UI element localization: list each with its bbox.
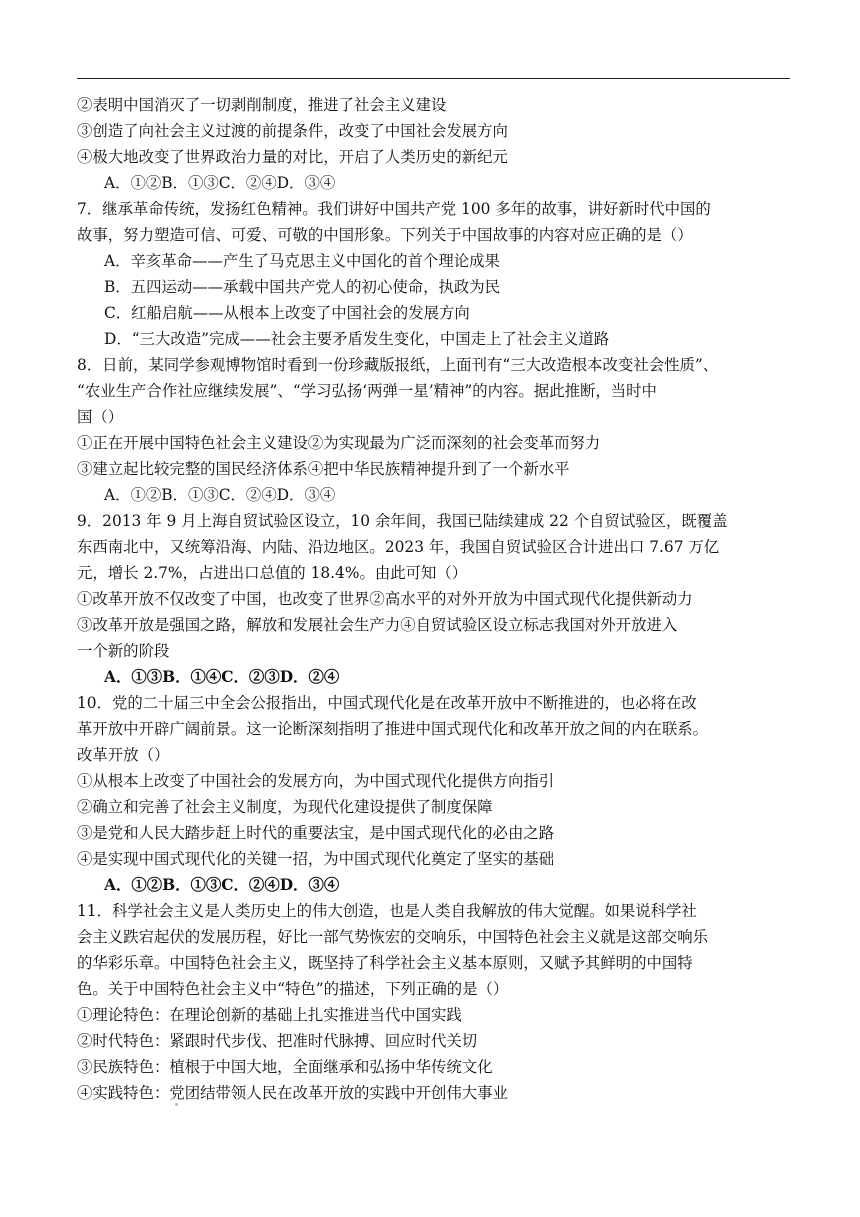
option-b: B．五四运动——承载中国共产党人的初心使命，执政为民 bbox=[104, 278, 501, 296]
text-line: ③创造了向社会主义过渡的前提条件，改变了中国社会发展方向 bbox=[77, 122, 508, 140]
text-line: ①从根本上改变了中国社会的发展方向，为中国式现代化提供方向指引 bbox=[77, 772, 555, 790]
text-line: ④极大地改变了世界政治力量的对比，开启了人类历史的新纪元 bbox=[77, 148, 508, 166]
text-line: 故事，努力塑造可信、可爱、可敬的中国形象。下列关于中国故事的内容对应正确的是（） bbox=[77, 226, 693, 244]
question-11: 11．科学社会主义是人类历史上的伟大创造，也是人类自我解放的伟大觉醒。如果说科学社 bbox=[77, 902, 697, 920]
text-line: ①正在开展中国特色社会主义建设②为实现最为广泛而深刻的社会变革而努力 bbox=[77, 434, 601, 452]
text-line: ④实践特色：党团结带领人民在改革开放的实践中开创伟大事业 bbox=[77, 1084, 508, 1102]
text-line: ④是实现中国式现代化的关键一招，为中国式现代化奠定了坚实的基础 bbox=[77, 850, 555, 868]
question-10: 10．党的二十届三中全会公报指出，中国式现代化是在改革开放中不断推进的，也必将在改 bbox=[77, 694, 697, 712]
answer-options: A．①②B．①③C．②④D．③④ bbox=[104, 486, 336, 504]
text-line: 革开放中开辟广阔前景。这一论断深刻指明了推进中国式现代化和改革开放之间的内在联系。 bbox=[77, 720, 709, 738]
text-line: 东西南北中，又统筹沿海、内陆、沿边地区。2023 年，我国自贸试验区合计进出口 7.67 万亿 bbox=[77, 538, 720, 556]
text-line: ③改革开放是强国之路，解放和发展社会生产力④自贸试验区设立标志我国对外开放进入 bbox=[77, 616, 678, 634]
text-line: ②确立和完善了社会主义制度，为现代化建设提供了制度保障 bbox=[77, 798, 493, 816]
text-line: 元，增长 2.7%，占进出口总值的 18.4%。由此可知（） bbox=[77, 564, 468, 582]
text-line: 的华彩乐章。中国特色社会主义，既坚持了科学社会主义基本原则，又赋予其鲜明的中国特 bbox=[77, 954, 693, 972]
text-line: 一个新的阶段 bbox=[77, 642, 170, 660]
text-line: ②时代特色：紧跟时代步伐、把准时代脉搏、回应时代关切 bbox=[77, 1032, 478, 1050]
text-line: 色。关于中国特色社会主义中“特色”的描述，下列正确的是（） bbox=[77, 980, 509, 998]
text-line: 国（） bbox=[77, 408, 124, 426]
text-line: 改革开放（） bbox=[77, 746, 170, 764]
question-8: 8．日前，某同学参观博物馆时看到一份珍藏版报纸，上面刊有“三大改造根本改变社会性质”、 bbox=[77, 356, 719, 374]
text-line: 会主义跌宕起伏的发展历程，好比一部气势恢宏的交响乐，中国特色社会主义就是这部交响乐 bbox=[77, 928, 709, 946]
text-line: ③是党和人民大踏步赶上时代的重要法宝，是中国式现代化的必由之路 bbox=[77, 824, 555, 842]
text-line: ③民族特色：植根于中国大地，全面继承和弘扬中华传统文化 bbox=[77, 1058, 493, 1076]
text-line: ②表明中国消灭了一切剥削制度，推进了社会主义建设 bbox=[77, 96, 447, 114]
option-d: D．“三大改造”完成——社会主要矛盾发生变化，中国走上了社会主义道路 bbox=[104, 330, 610, 348]
question-9: 9．2013 年 9 月上海自贸试验区设立，10 余年间，我国已陆续建成 22 个自贸试验区，既覆盖 bbox=[77, 512, 728, 530]
option-c: C．红船启航——从根本上改变了中国社会的发展方向 bbox=[104, 304, 470, 322]
question-7: 7．继承革命传统，发扬红色精神。我们讲好中国共产党 100 多年的故事，讲好新时代中国的 bbox=[77, 200, 711, 218]
scan-speck bbox=[175, 1103, 178, 1106]
text-line: ①理论特色：在理论创新的基础上扎实推进当代中国实践 bbox=[77, 1006, 462, 1024]
question-text-body bbox=[77, 92, 790, 1106]
header-rule bbox=[77, 78, 790, 79]
text-line: ①改革开放不仅改变了中国，也改变了世界②高水平的对外开放为中国式现代化提供新动力 bbox=[77, 590, 693, 608]
text-line: ③建立起比较完整的国民经济体系④把中华民族精神提升到了一个新水平 bbox=[77, 460, 570, 478]
answer-options: A．①②B．①③C．②④D．③④ bbox=[104, 174, 336, 192]
option-a: A．辛亥革命——产生了马克思主义中国化的首个理论成果 bbox=[104, 252, 500, 270]
answer-options: A．①③B．①④C．②③D．②④ bbox=[104, 668, 340, 686]
answer-options: A．①②B．①③C．②④D．③④ bbox=[104, 876, 340, 894]
text-line: “农业生产合作社应继续发展”、“学习弘扬‘两弹一星’精神”的内容。据此推断，当时中 bbox=[77, 382, 657, 400]
